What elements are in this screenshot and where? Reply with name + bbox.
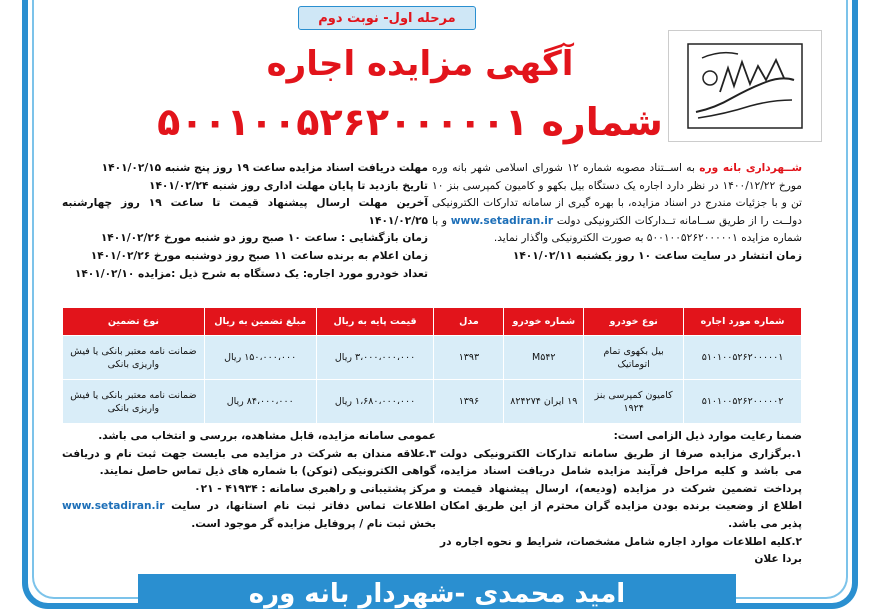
schedule-item: زمان بازگشایی : ساعت ۱۰ صبح روز دو شنبه مورخ ۱۴۰۱/۰۲/۲۶ (100, 232, 428, 245)
setad-link-2[interactable]: www.setadiran.ir (62, 500, 165, 513)
conditions-left (62, 428, 436, 534)
lease-table (62, 307, 802, 424)
cell-plate: ۱۹ ایران ۸۲۴۲۷۴ (504, 380, 584, 424)
registration-text-a: اطلاعات تماس دفاتر ثبت نام استانها، در سایت (164, 500, 436, 513)
cell-model: ۱۳۹۶ (434, 380, 504, 424)
cell-guarantee-amount: ۱۵۰،۰۰۰،۰۰۰ ریال (204, 336, 316, 380)
intro-text-1: به اســتناد مصوبه شماره ۱۲ شورای اسلامی شهر بانه وره مورخ ۱۴۰۰/۱۲/۲۲ در نظر دارد اجاره یک دستگاه بیل بکهو و کامیون کمپرسی بنز ۱۰ تن و با جزئیات مندرج در اسناد مزایده، با بهره گیری از سامانه تدارکات الکترونیکی دولــت را از طریق ســامانه تــدارکات الکترونیکی دولت (432, 162, 802, 227)
cell-model: ۱۳۹۳ (434, 336, 504, 380)
cell-guarantee-type: ضمانت نامه معتبر بانکی یا فیش واریزی بانکی (63, 380, 205, 424)
cell-base-price: ۳،۰۰۰،۰۰۰،۰۰۰ ریال (316, 336, 434, 380)
condition-continuation: عمومی سامانه مزایده، قابل مشاهده، بررسی و انتخاب می باشد. (98, 430, 436, 442)
registration-info (62, 498, 436, 533)
municipality-logo (668, 30, 822, 142)
schedule-item: آخرین مهلت ارسال پیشنهاد قیمت تا ساعت ۱۹ روز چهارشنبه ۱۴۰۱/۰۲/۲۵ (62, 197, 428, 227)
cell-plate: M۵۴۲ (504, 336, 584, 380)
col-vehicle-type: نوع خودرو (584, 308, 684, 336)
schedule-item: تعداد خودرو مورد اجاره: یک دستگاه به شرح ذیل :مزایده ۱۴۰۱/۰۲/۱۰ (74, 267, 428, 280)
schedule-list (62, 160, 428, 283)
stage-banner: مرحله اول- نوبت دوم (298, 6, 476, 30)
auction-number: شماره ۵۰۰۱۰۰۵۲۶۲۰۰۰۰۰۱ (157, 100, 663, 144)
support-center: مرکز پشتیبانی و راهبری سامانه : ۴۱۹۳۴ - ۰۲۱ (194, 482, 436, 495)
cell-guarantee-type: ضمانت نامه معتبر بانکی یا فیش واریزی بانکی (63, 336, 205, 380)
col-guarantee-amount: مبلغ تضمین به ریال (204, 308, 316, 336)
municipality-logo-icon (680, 38, 810, 134)
cell-base-price: ۱،۶۸۰،۰۰۰،۰۰۰ ریال (316, 380, 434, 424)
registration-text-b: بخش ثبت نام / پروفایل مزایده گر موجود است. (191, 517, 436, 530)
condition-item-1: ۱.برگزاری مزایده صرفا از طریق سامانه تدارکات الکترونیکی دولت می باشد و کلیه مراحل فرآیند مزایده شامل دریافت اسناد مزایده، پرداخت تضمین شرکت در مزایده (ودیعه)، ارسال پیشنهاد قیمت و اطلاع از وضعیت برنده بودن مزایده گران محترم از این طریق امکان پذیر می باشد. (440, 447, 802, 530)
cell-vehicle-type: کامیون کمپرسی بنز ۱۹۲۴ (584, 380, 684, 424)
condition-item-3: ۳.علاقه مندان به شرکت در مزایده می بایست جهت ثبت نام و دریافت گواهی الکترونیکی (توکن) با شماره های ذیل تماس حاصل نمایند. (62, 447, 436, 478)
table-row (63, 336, 802, 380)
col-lease-number: شماره مورد اجاره (684, 308, 802, 336)
condition-item-2: ۲.کلیه اطلاعات موارد اجاره شامل مشخصات، شرایط و نحوه اجاره در بردا علان (440, 535, 802, 566)
col-guarantee-type: نوع تضمین (63, 308, 205, 336)
ad-title: آگهی مزایده اجاره (266, 44, 574, 84)
mayor-signature: امید محمدی -شهردار بانه وره (138, 574, 736, 609)
cell-guarantee-amount: ۸۴،۰۰۰،۰۰۰ ریال (204, 380, 316, 424)
intro-text-2: و با شماره مزایده ۵۰۰۱۰۰۵۲۶۲۰۰۰۰۰۱ به صورت الکترونیکی واگذار نماید. (432, 214, 802, 245)
publish-time: زمان انتشار در سایت ساعت ۱۰ روز یکشنبه ۱۴۰۱/۰۲/۱۱ (512, 249, 802, 262)
municipality-name: شــهرداری بانه وره (699, 162, 802, 174)
schedule-item: زمان اعلام به برنده ساعت ۱۱ صبح روز دوشنبه مورخ ۱۴۰۱/۰۲/۲۶ (90, 249, 428, 262)
cell-lease-number: ۵۱۰۱۰۰۵۲۶۲۰۰۰۰۰۱ (684, 336, 802, 380)
schedule-item: مهلت دریافت اسناد مزایده ساعت ۱۹ روز پنج شنبه ۱۴۰۱/۰۲/۱۵ (101, 162, 428, 174)
conditions-right (440, 428, 802, 569)
col-plate: شماره خودرو (504, 308, 584, 336)
conditions-heading: ضمنا رعایت موارد ذیل الزامی است: (613, 430, 802, 442)
cell-vehicle-type: بیل بکهوی تمام اتوماتیک (584, 336, 684, 380)
schedule-item: تاریخ بازدید تا پایان مهلت اداری روز شنبه ۱۴۰۱/۰۲/۲۴ (148, 179, 428, 192)
col-base-price: قیمت پایه به ریال (316, 308, 434, 336)
setad-link[interactable]: www.setadiran.ir (450, 214, 554, 227)
cell-lease-number: ۵۱۰۱۰۰۵۲۶۲۰۰۰۰۰۲ (684, 380, 802, 424)
intro-paragraph (432, 160, 802, 266)
table-header-row (63, 308, 802, 336)
col-model: مدل (434, 308, 504, 336)
table-row (63, 380, 802, 424)
